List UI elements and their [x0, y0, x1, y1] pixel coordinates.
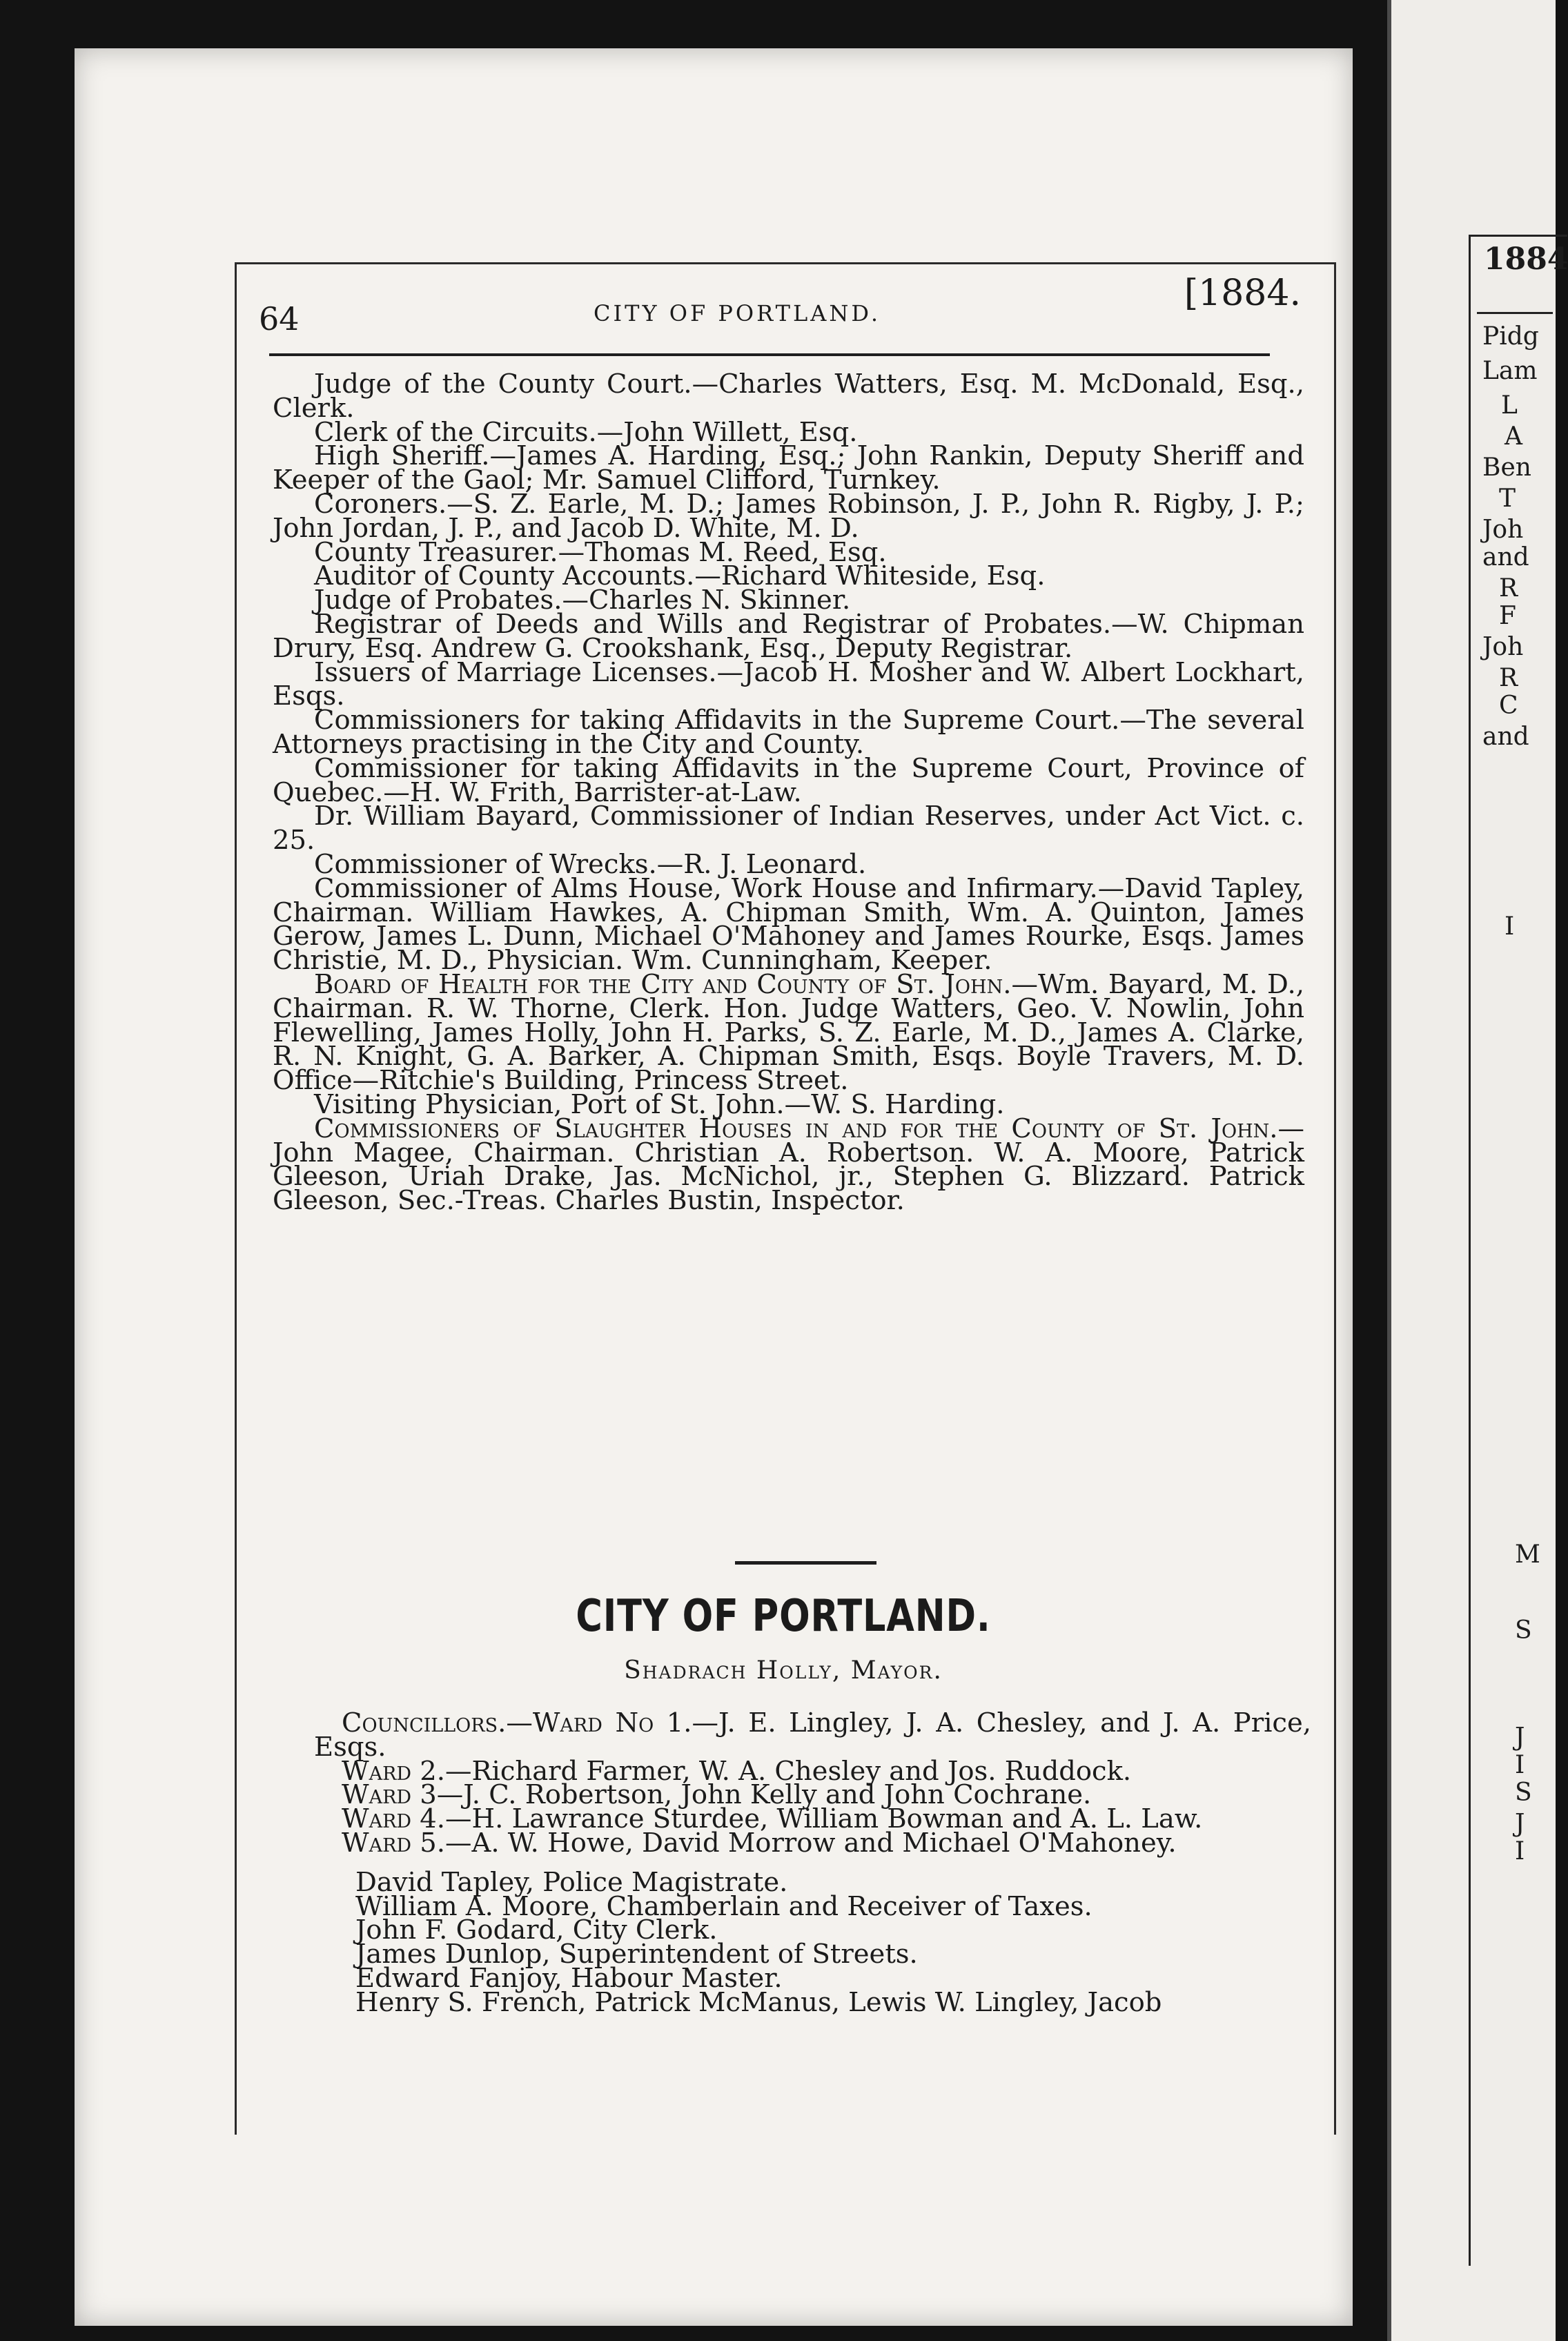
facing-page-fragment: A	[1505, 422, 1522, 451]
ward-paragraph	[314, 1707, 1311, 1763]
ward-text: —J. C. Robertson, John Kelly and John Cochrane.	[436, 1779, 1092, 1811]
county-paragraph: Commissioner for taking Affidavits in the Supreme Court, Province of Quebec.—H. W. Frith, Barrister-at-Law.	[273, 752, 1304, 808]
dash: —	[506, 1707, 533, 1738]
mayor-title: , Mayor.	[832, 1656, 943, 1685]
county-paragraph: Commissioner of Alms House, Work House and Infirmary.—David Tapley, Chairman. William Hawkes, A. Chipman Smith, Wm. A. Quinton, James Gerow, James L. Dunn, Michael O'Mahoney and James Rourke, Esqs. James Christie, M. D., Physician. Wm. Cunningham, Keeper.	[273, 872, 1304, 977]
facing-page-header: 1884	[1484, 242, 1568, 277]
mayor-name: Shadrach Holly	[624, 1656, 832, 1685]
page-number: 64	[259, 300, 300, 337]
ward-label: Ward 4.	[342, 1803, 446, 1835]
section-separator	[735, 1561, 876, 1565]
portland-officers-section	[314, 1707, 1311, 2018]
facing-page-fragment: J	[1515, 1810, 1525, 1838]
facing-page-fragment: Lam	[1482, 357, 1538, 385]
facing-page-fragment: L	[1501, 391, 1518, 420]
running-title: CITY OF PORTLAND.	[594, 300, 881, 326]
county-paragraph: Judge of the County Court.—Charles Watters, Esq. M. McDonald, Esq., Clerk.	[273, 369, 1304, 424]
facing-page-fragment: Joh	[1482, 633, 1524, 661]
facing-page-fragment: Pidg	[1482, 322, 1539, 351]
board-of-health-paragraph	[273, 968, 1304, 1097]
facing-page-fragment: R	[1499, 574, 1518, 603]
officer-line: Edward Fanjoy, Habour Master.	[355, 1962, 783, 1994]
facing-page-fragment: I	[1515, 1751, 1525, 1779]
visiting-physician-paragraph: Visiting Physician, Port of St. John.—W. S. Harding.	[314, 1088, 1005, 1120]
county-paragraph: Judge of Probates.—Charles N. Skinner.	[314, 585, 851, 616]
county-paragraph: Dr. William Bayard, Commissioner of Indian Reserves, under Act Vict. c. 25.	[273, 801, 1304, 856]
facing-page-fragment: S	[1515, 1779, 1532, 1807]
facing-page-fragment: C	[1499, 692, 1518, 720]
officer-line: David Tapley, Police Magistrate.	[355, 1866, 788, 1898]
facing-page-fragment: J	[1515, 1723, 1525, 1752]
ward-label: Ward No 1.	[532, 1707, 692, 1738]
ward-label: Ward 3	[342, 1779, 437, 1811]
ward-label: Ward 5.	[342, 1827, 446, 1859]
facing-page-fragment: I	[1505, 912, 1515, 941]
facing-page-fragment: S	[1515, 1616, 1532, 1645]
facing-page-fragment: I	[1515, 1837, 1525, 1865]
ward-text: —J. E. Lingley, J. A. Chesley, and J. A. Price, Esqs.	[314, 1707, 1311, 1763]
ward-text: —A. W. Howe, David Morrow and Michael O'Mahoney.	[445, 1827, 1177, 1859]
officer-line: William A. Moore, Chamberlain and Receiver of Taxes.	[355, 1890, 1092, 1922]
facing-page-fragment: Ben	[1482, 453, 1531, 482]
board-of-health-heading: Board of Health for the City and County of St. John.	[314, 968, 1012, 1000]
county-paragraph: Commissioner of Wrecks.—R. J. Leonard.	[314, 848, 867, 880]
facing-page-fragment: F	[1499, 602, 1516, 630]
facing-page-fragment: M	[1515, 1540, 1540, 1569]
facing-page-fragment: Joh	[1482, 516, 1524, 544]
facing-page-fragment: R	[1499, 664, 1518, 692]
ward-label: Ward 2.	[342, 1755, 446, 1787]
ward-text: —Richard Farmer, W. A. Chesley and Jos. Ruddock.	[445, 1755, 1132, 1787]
county-paragraph: Registrar of Deeds and Wills and Registrar of Probates.—W. Chipman Drury, Esq. Andrew G. Crookshank, Esq., Deputy Registrar.	[273, 608, 1304, 664]
slaughter-houses-paragraph	[273, 1113, 1304, 1217]
councillors-heading: Councillors.	[342, 1707, 507, 1738]
facing-page-fragment: T	[1499, 484, 1516, 513]
mayor-line	[273, 1656, 1294, 1685]
portland-title: CITY OF PORTLAND.	[576, 1591, 991, 1642]
facing-page-fragment: and	[1482, 723, 1529, 751]
header-year: [1884.	[1184, 273, 1301, 314]
county-paragraph: High Sheriff.—James A. Harding, Esq.; John Rankin, Deputy Sheriff and Keeper of the Gaol; Mr. Samuel Clifford, Turnkey.	[273, 440, 1304, 496]
header-rule	[269, 353, 1270, 356]
board-of-health-text: —Wm. Bayard, M. D., Chairman. R. W. Thorne, Clerk. Hon. Judge Watters, Geo. V. Nowlin, John Flewelling, James Holly, John H. Parks, S. Z. Earle, M. D., James A. Clarke, R. N. Knight, G. A. Barker, A. Chipman Smith, Esqs. Boyle Travers, M. D. Office—Ritchie's Building, Princess Street.	[273, 968, 1304, 1097]
ward-text: —H. Lawrance Sturdee, William Bowman and A. L. Law.	[445, 1803, 1203, 1835]
slaughter-houses-heading: Commissioners of Slaughter Houses in and for the County of St. John.	[314, 1113, 1278, 1144]
officer-line: James Dunlop, Superintendent of Streets.	[355, 1939, 918, 1970]
facing-page-rule	[1477, 312, 1553, 314]
county-paragraph: County Treasurer.—Thomas M. Reed, Esq.	[314, 536, 887, 568]
county-paragraph: Issuers of Marriage Licenses.—Jacob H. Mosher and W. Albert Lockhart, Esqs.	[273, 656, 1304, 712]
facing-page-fragment: and	[1482, 543, 1529, 571]
officer-line: John F. Godard, City Clerk.	[355, 1914, 718, 1946]
county-paragraph: Coroners.—S. Z. Earle, M. D.; James Robinson, J. P., John R. Rigby, J. P.; John Jordan, J. P., and Jacob D. White, M. D.	[273, 488, 1304, 544]
page-header	[255, 273, 1304, 349]
county-paragraph: Commissioners for taking Affidavits in the Supreme Court.—The several Attorneys practising in the City and County.	[273, 705, 1304, 760]
slaughter-houses-text: —John Magee, Chairman. Christian A. Robertson. W. A. Moore, Patrick Gleeson, Uriah Drake, Jas. McNichol, jr., Stephen G. Blizzard. Patrick Gleeson, Sec.-Treas. Charles Bustin, Inspector.	[273, 1113, 1304, 1217]
ward-paragraph	[314, 1827, 1311, 1859]
county-paragraph: Clerk of the Circuits.—John Willett, Esq.	[314, 416, 858, 448]
county-paragraph: Auditor of County Accounts.—Richard Whiteside, Esq.	[314, 560, 1046, 592]
officer-line: Henry S. French, Patrick McManus, Lewis W. Lingley, Jacob	[355, 1986, 1162, 2018]
county-officers-section	[273, 369, 1304, 1217]
